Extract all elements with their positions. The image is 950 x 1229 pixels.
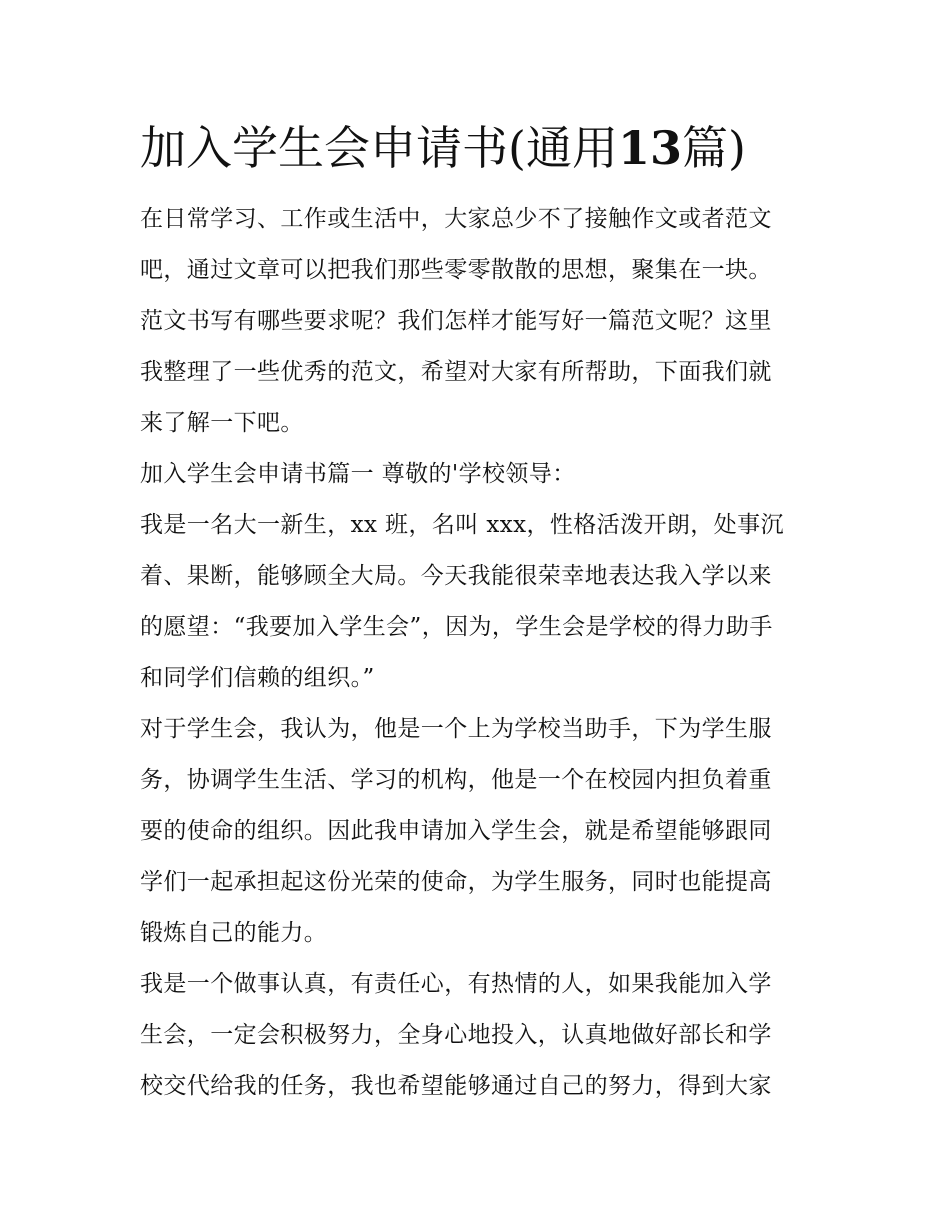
paragraph-self-introduction [140,500,812,704]
text-line: 吧，通过文章可以把我们那些零零散散的思想，聚集在一块。 [140,257,772,283]
text-line: 我是一名大一新生，xx 班，名叫 xxx，性格活泼开朗，处事沉 [140,512,784,538]
text-line: 来了解一下吧。 [140,410,304,436]
text-line: 范文书写有哪些要求呢？我们怎样才能写好一篇范文呢？这里 [140,308,772,334]
text-line: 我整理了一些优秀的范文，希望对大家有所帮助，下面我们就 [140,359,772,385]
text-line: 加入学生会申请书篇一 尊敬的'学校领导： [140,461,576,487]
document-title [140,112,812,184]
paragraph-section-heading [140,449,812,500]
text-line: 和同学们信赖的组织。” [140,665,375,691]
title-prefix: 加入学生会申请书(通用 [140,121,618,175]
text-line: 学们一起承担起这份光荣的使命，为学生服务，同时也能提高 [140,869,772,895]
text-line: 我是一个做事认真，有责任心，有热情的人，如果我能加入学 [140,971,772,997]
text-line: 着、果断，能够顾全大局。今天我能很荣幸地表达我入学以来 [140,563,772,589]
text-line: 校交代给我的任务，我也希望能够通过自己的努力，得到大家 [140,1073,772,1099]
text-line: 务，协调学生生活、学习的机构，他是一个在校园内担负着重 [140,767,772,793]
text-line: 对于学生会，我认为，他是一个上为学校当助手，下为学生服 [140,716,772,742]
text-line: 要的使命的组织。因此我申请加入学生会，就是希望能够跟同 [140,818,772,844]
title-number: 13 [617,121,682,175]
text-line: 生会，一定会积极努力，全身心地投入，认真地做好部长和学 [140,1022,772,1048]
paragraph-about-student-union [140,704,812,959]
text-line: 的愿望：“我要加入学生会”，因为，学生会是学校的得力助手 [140,614,773,640]
text-line: 在日常学习、工作或生活中，大家总少不了接触作文或者范文 [140,206,772,232]
document-body [140,112,812,1112]
paragraph-intro [140,194,812,449]
text-line: 锻炼自己的能力。 [140,920,328,946]
paragraph-commitment [140,959,812,1112]
title-suffix: 篇) [681,121,746,175]
